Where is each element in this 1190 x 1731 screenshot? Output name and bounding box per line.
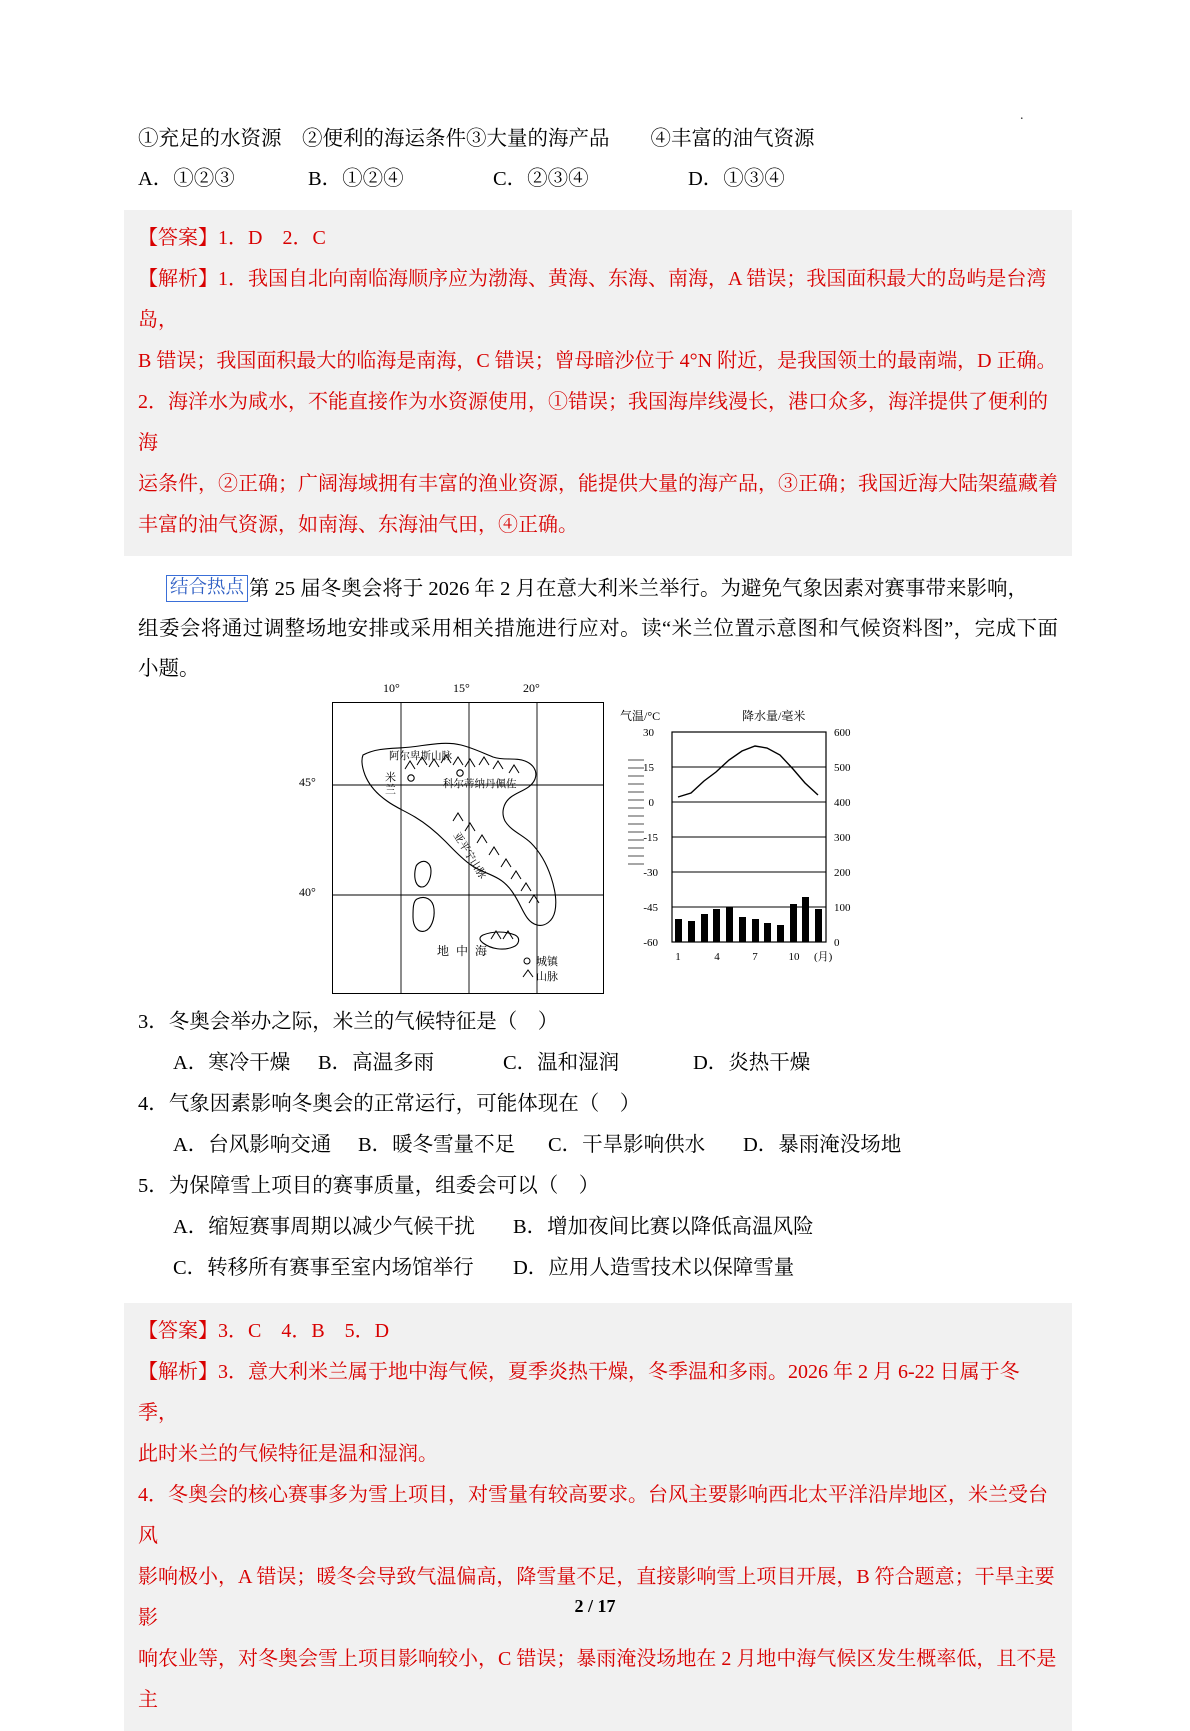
climate-chart — [614, 702, 864, 992]
question-5-options-row-1 — [138, 1207, 1058, 1248]
explanation-1-line-1: 【解析】1．我国自北向南临海顺序应为渤海、黄海、东海、南海，A 错误；我国面积最大的岛屿是台湾岛， — [138, 267, 1047, 331]
figure-group — [299, 680, 864, 994]
temp-tick-m30: -30 — [643, 866, 658, 879]
explanation-1-line-4: 运条件，②正确；广阔海域拥有丰富的渔业资源，能提供大量的海产品，③正确；我国近海大陆架蕴藏着 — [138, 472, 1058, 495]
q2-options-line: ①充足的水资源 ②便利的海运条件③大量的海产品 ④丰富的油气资源 — [138, 128, 815, 150]
precipitation-bars — [675, 897, 822, 942]
climate-chart-svg — [614, 702, 864, 992]
stem-paragraph-2 — [138, 610, 1058, 690]
q2-choices-row — [138, 160, 1058, 200]
answer-line-2: 【答案】3．C 4．B 5．D — [138, 1319, 390, 1342]
question-4-text: 4．气象因素影响冬奥会的正常运行，可能体现在（ ） — [138, 1092, 641, 1115]
map-lon-label-15: 15° — [453, 680, 470, 695]
precip-tick-600: 600 — [834, 726, 851, 739]
precip-tick-500: 500 — [834, 761, 851, 774]
q5-option-c: C．转移所有赛事至室内场馆举行 — [173, 1256, 474, 1279]
chart-temp-axis-title: 气温/°C — [620, 708, 661, 723]
map-label-milan: 米 — [385, 771, 396, 784]
page-number: 2 / 17 — [574, 1596, 616, 1616]
precip-tick-400: 400 — [834, 796, 851, 809]
stem-paragraph — [138, 570, 1058, 610]
temp-tick-m45: -45 — [643, 901, 658, 914]
precip-tick-200: 200 — [834, 866, 851, 879]
question-5-options-row-2 — [138, 1248, 1058, 1289]
x-axis-unit: (月) — [814, 950, 833, 963]
map-svg — [333, 703, 603, 993]
explanation-2-line-5: 响农业等，对冬奥会雪上项目影响较小，C 错误；暴雨淹没场地在 2 月地中海气候区发生概率低，且不是主 — [138, 1647, 1057, 1711]
explanation-2-line-4: 影响极小，A 错误；暖冬会导致气温偏高，降雪量不足，直接影响雪上项目开展，B 符合题意；干旱主要影 — [138, 1565, 1055, 1629]
chart-precip-axis-title: 降水量/毫米 — [742, 708, 806, 723]
explanation-1-line-2: B 错误；我国面积最大的临海是南海，C 错误；曾母暗沙位于 4°N 附近，是我国领土的最南端，D 正确。 — [138, 349, 1057, 372]
map-label-mediterranean: 地 中 海 — [437, 943, 490, 958]
explanation-2-line-1: 【解析】3．意大利米兰属于地中海气候，夏季炎热干燥，冬季温和多雨。2026 年 2 月 6-22 日属于冬季， — [138, 1360, 1020, 1424]
stem-line-2: 组委会将通过调整场地安排或采用相关措施进行应对。读“米兰位置示意图和气候资料图”，完成下面小题。 — [138, 617, 1058, 680]
map-legend — [523, 954, 559, 983]
temperature-curve — [678, 746, 818, 797]
question-3-text: 3．冬奥会举办之际，米兰的气候特征是（ ） — [138, 1010, 559, 1033]
q2-choice-d: D．①③④ — [688, 167, 785, 190]
stray-dot-mark: . — [1020, 108, 1024, 123]
x-tick-7: 7 — [752, 950, 758, 963]
answer-line-1: 【答案】1．D 2．C — [138, 226, 326, 249]
map-label-apennines: 亚平宁山脉 — [450, 830, 488, 881]
q3-option-a: A．寒冷干燥 — [173, 1051, 291, 1074]
q5-option-a: A．缩短赛事周期以减少气候干扰 — [173, 1215, 475, 1238]
map-lat-label-45: 45° — [299, 774, 316, 789]
explanation-2-line-3: 4．冬奥会的核心赛事多为雪上项目，对雪量有较高要求。台风主要影响西北太平洋沿岸地区，米兰受台风 — [138, 1483, 1048, 1547]
temp-tick-15: 15 — [643, 761, 654, 774]
question-4-options — [138, 1125, 1058, 1166]
x-tick-4: 4 — [714, 950, 720, 963]
precip-tick-300: 300 — [834, 831, 851, 844]
question-5-text: 5．为保障雪上项目的赛事质量，组委会可以（ ） — [138, 1174, 600, 1197]
q2-choice-a: A．①②③ — [138, 167, 235, 190]
temp-tick-30: 30 — [643, 726, 654, 739]
precip-tick-100: 100 — [834, 901, 851, 914]
q4-option-b: B．暖冬雪量不足 — [358, 1133, 516, 1156]
answer-block-2 — [124, 1303, 1072, 1731]
q5-option-b: B．增加夜间比赛以降低高温风险 — [513, 1215, 814, 1238]
q4-option-a: A．台风影响交通 — [173, 1133, 332, 1156]
answer-block-1 — [124, 210, 1072, 556]
chart-side-hatch — [628, 760, 644, 864]
hotspot-tag: 结合热点 — [166, 575, 248, 602]
q4-option-d: D．暴雨淹没场地 — [743, 1133, 902, 1156]
explanation-1-line-3: 2．海洋水为咸水，不能直接作为水资源使用，①错误；我国海岸线漫长，港口众多，海洋提供了便利的海 — [138, 390, 1048, 454]
q3-option-d: D．炎热干燥 — [693, 1051, 811, 1074]
legend-mountain-label: 山脉 — [536, 970, 558, 983]
map-label-milan-2: 兰 — [385, 783, 396, 796]
q4-option-c: C．干旱影响供水 — [548, 1133, 706, 1156]
legend-town-label: 城镇 — [536, 955, 558, 968]
explanation-2-line-2: 此时米兰的气候特征是温和湿润。 — [138, 1442, 438, 1465]
map-label-alps: 阿尔卑斯山脉 — [389, 750, 452, 762]
q2-choice-c: C．②③④ — [493, 167, 589, 190]
page-content — [138, 120, 1058, 1731]
stem-line-1: 第 25 届冬奥会将于 2026 年 2 月在意大利米兰举行。为避免气象因素对赛事带来影响， — [249, 577, 1029, 600]
temp-tick-m15: -15 — [643, 831, 658, 844]
figure-wrapper — [138, 680, 1058, 994]
explanation-1-line-5: 丰富的油气资源，如南海、东海油气田，④正确。 — [138, 513, 578, 536]
q2-choice-b: B．①②④ — [308, 167, 404, 190]
x-tick-10: 10 — [788, 950, 800, 963]
q5-option-d: D．应用人造雪技术以保障雪量 — [513, 1256, 795, 1279]
map-lon-label-10: 10° — [383, 680, 400, 695]
map-lon-label-20: 20° — [523, 680, 540, 695]
q3-option-b: B．高温多雨 — [318, 1051, 435, 1074]
precip-tick-0: 0 — [834, 936, 840, 949]
x-tick-1: 1 — [675, 950, 681, 963]
question-3-options — [138, 1043, 1058, 1084]
map-label-cortina: 科尔蒂纳丹佩佐 — [443, 778, 517, 790]
temp-tick-0: 0 — [648, 796, 654, 809]
map-lat-label-40: 40° — [299, 884, 316, 899]
temp-tick-m60: -60 — [643, 936, 658, 949]
milan-location-map — [299, 680, 604, 994]
q3-option-c: C．温和湿润 — [503, 1051, 620, 1074]
